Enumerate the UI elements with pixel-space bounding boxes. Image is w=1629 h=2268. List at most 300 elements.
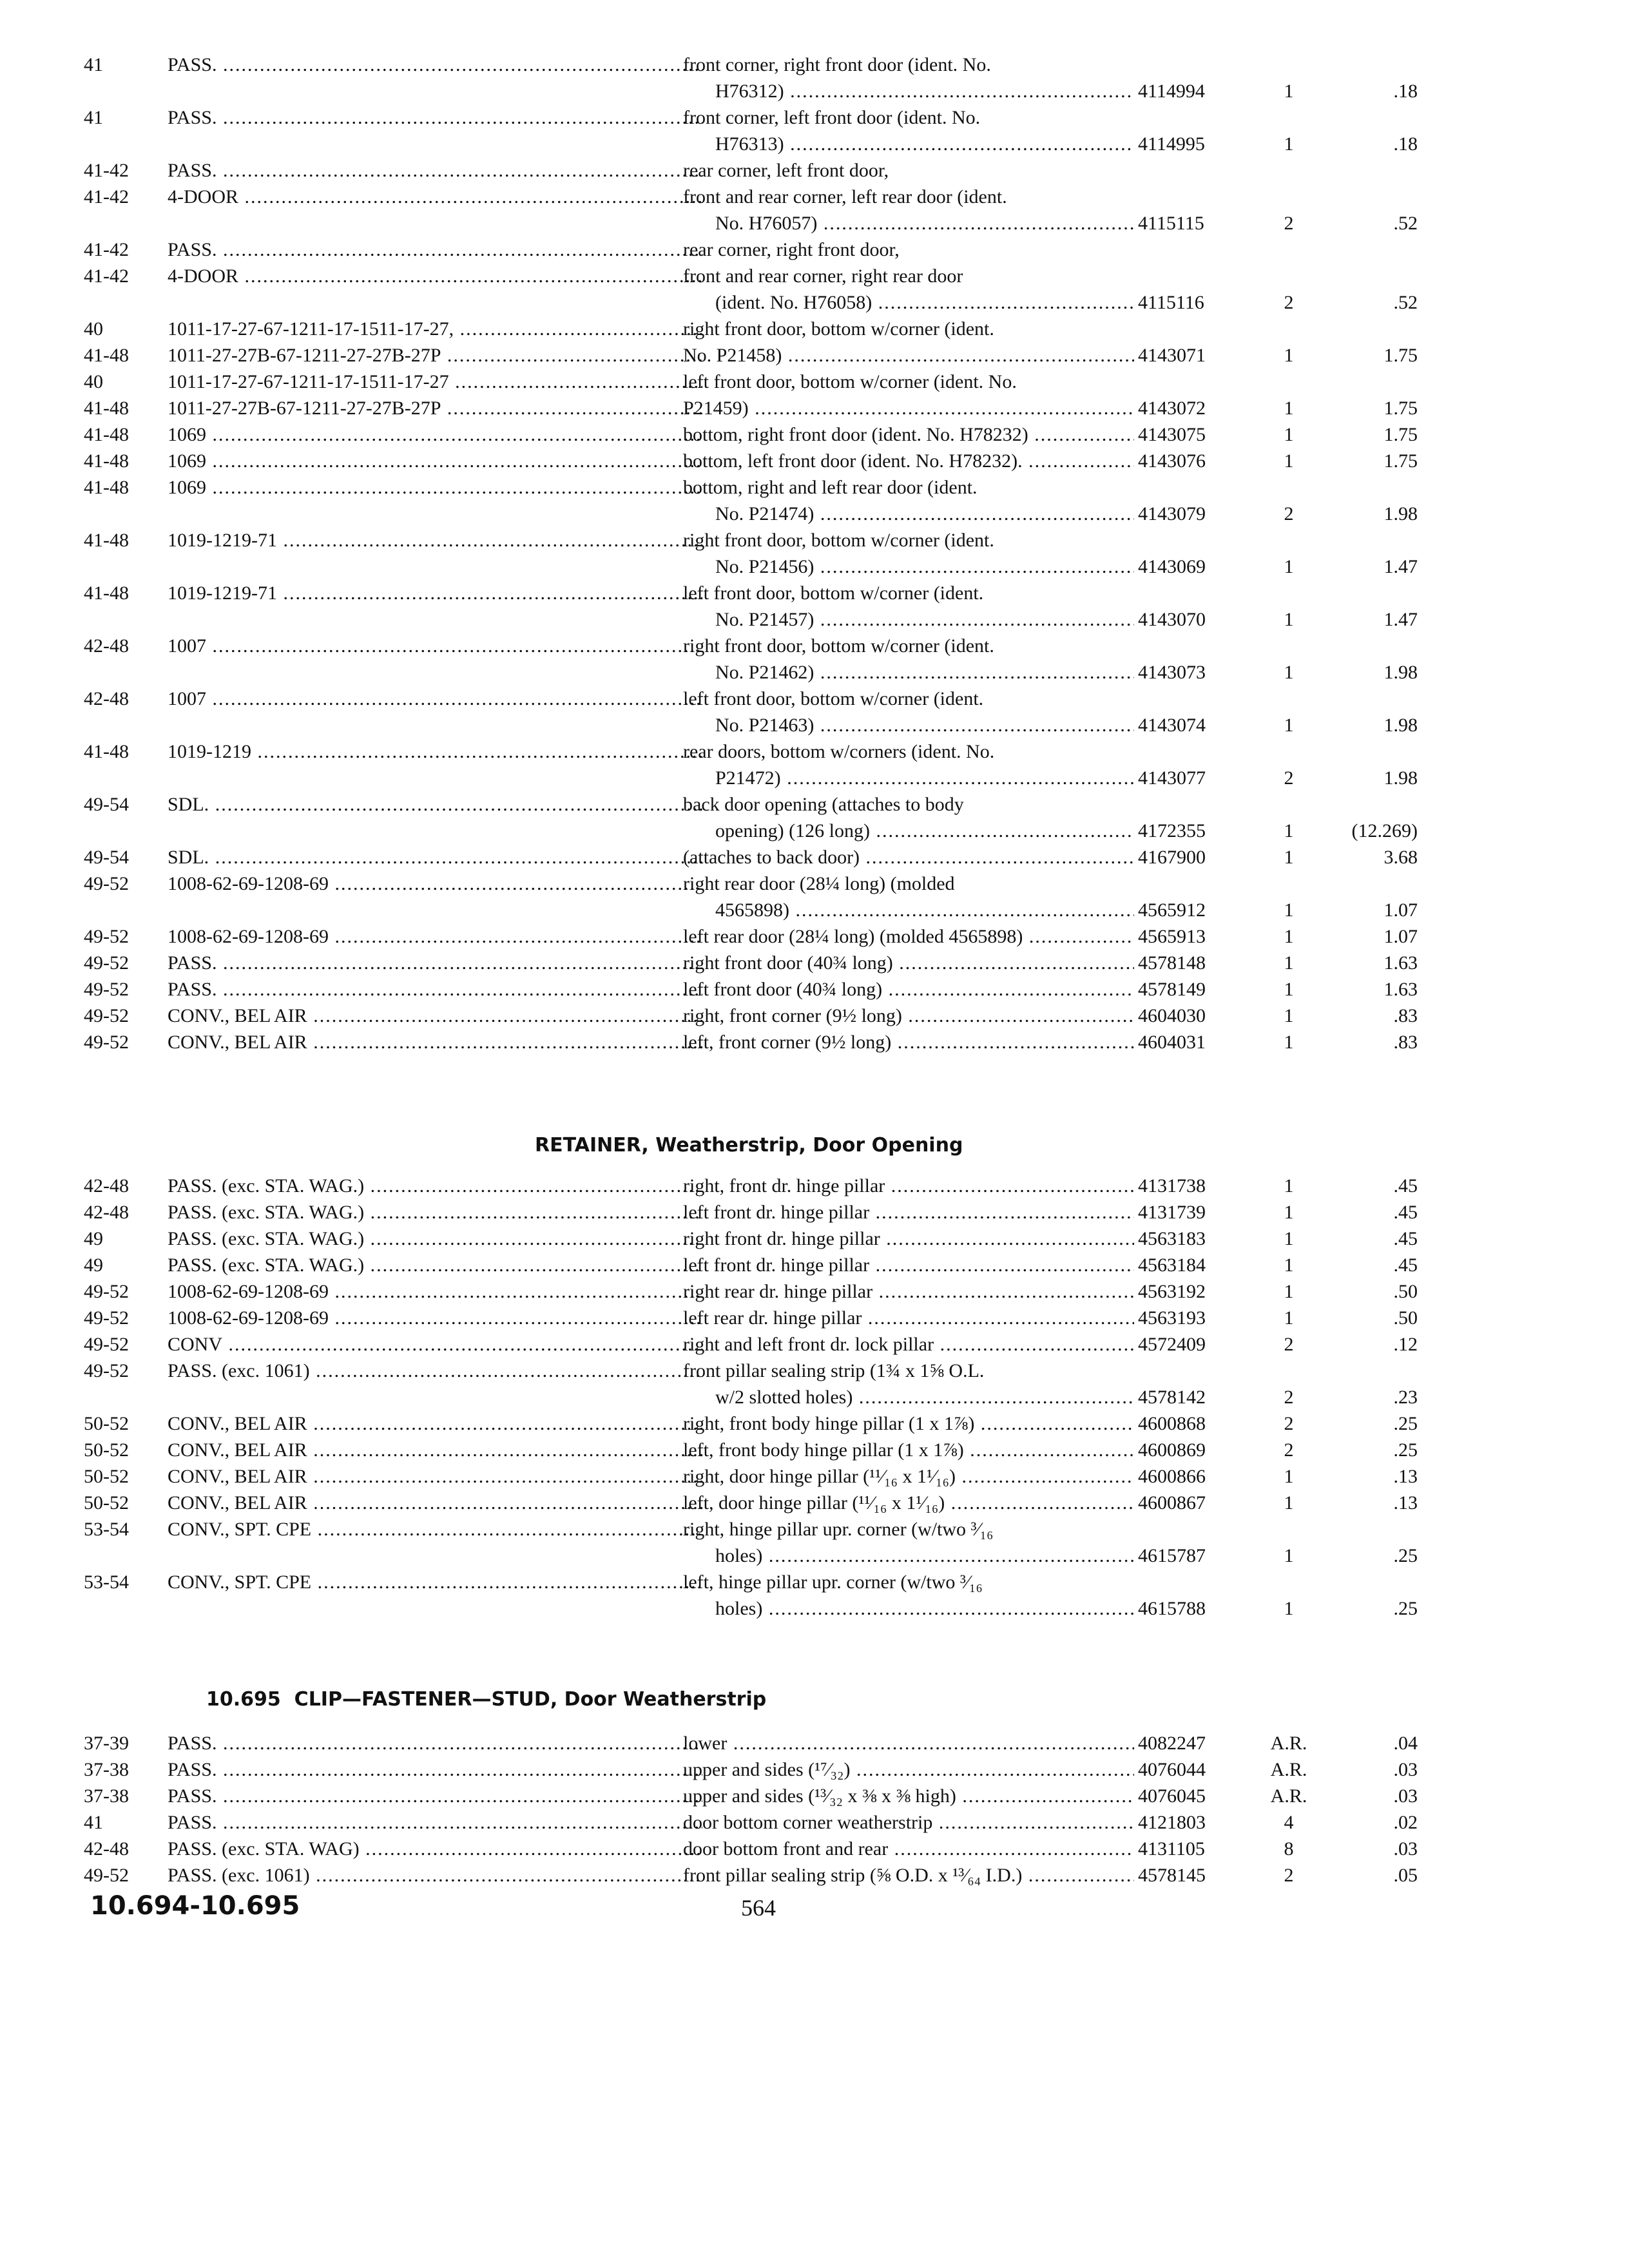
quantity: 1	[1284, 450, 1294, 472]
price: .45	[1393, 1175, 1418, 1196]
description-line: right, front body hinge pillar (1 x 1⅞) .....	[683, 1410, 1218, 1437]
model-name: 1011-27-27B-67-1211-27-27B-27P .....	[168, 342, 702, 369]
description-line: right, front corner (9½ long) .....	[683, 1003, 1218, 1029]
quantity: 1	[1284, 847, 1294, 868]
model-year: 50-52	[84, 1439, 129, 1461]
section-heading-retainer	[535, 1134, 963, 1157]
model-name: PASS. (exc. STA. WAG) .....	[168, 1836, 702, 1862]
model-name: CONV .....	[168, 1331, 702, 1358]
description-line: holes) .....	[683, 1595, 1218, 1622]
model-year: 50-52	[84, 1413, 129, 1434]
model-name: 1008-62-69-1208-69 .....	[168, 870, 702, 897]
table-row	[84, 923, 1418, 950]
price: .52	[1393, 213, 1418, 234]
part-number: 4600869	[1134, 1437, 1260, 1463]
description-line: front corner, left front door (ident. No.	[683, 107, 981, 128]
part-number: 4114995	[1134, 131, 1260, 157]
quantity: 1	[1284, 1598, 1294, 1619]
model-year: 42-48	[84, 1838, 129, 1860]
table-row	[84, 686, 1418, 738]
table-row	[84, 1331, 1418, 1358]
model-year: 42-48	[84, 1202, 129, 1223]
description-line: upper and sides (¹³⁄₃₂ x ⅜ x ⅜ high) .....	[683, 1783, 1218, 1809]
part-description	[683, 157, 1218, 184]
description-line: bottom, right front door (ident. No. H78232) .....	[683, 421, 1218, 448]
price: .03	[1393, 1759, 1418, 1780]
model-name: 1019-1219-71 .....	[168, 580, 702, 606]
part-number: 4615787	[1134, 1542, 1260, 1569]
table-row	[84, 395, 1418, 421]
model-name: PASS. .....	[168, 1730, 702, 1756]
table-row	[84, 448, 1418, 474]
quantity: 1	[1284, 1254, 1294, 1276]
description-line: left front door (40¾ long) .....	[683, 976, 1218, 1003]
price: 1.63	[1383, 979, 1418, 1000]
quantity: 1	[1284, 979, 1294, 1000]
model-year: 41-48	[84, 530, 129, 551]
quantity: 1	[1284, 424, 1294, 445]
description-line: H76312) .....	[683, 78, 1218, 104]
table-row	[84, 1862, 1418, 1888]
model-name: 1011-27-27B-67-1211-27-27B-27P .....	[168, 395, 702, 421]
table-row	[84, 1730, 1418, 1756]
quantity: 2	[1284, 292, 1294, 313]
price: .18	[1393, 133, 1418, 155]
table-row	[84, 421, 1418, 448]
quantity: 1	[1284, 1228, 1294, 1249]
table-row	[84, 1199, 1418, 1225]
model-year: 53-54	[84, 1571, 129, 1593]
model-name: 1008-62-69-1208-69 .....	[168, 1305, 702, 1331]
quantity: 1	[1284, 899, 1294, 921]
description-line: lower .....	[683, 1730, 1218, 1756]
quantity: 1	[1284, 952, 1294, 974]
part-number: 4143071	[1134, 342, 1260, 369]
price: .45	[1393, 1254, 1418, 1276]
table-row	[84, 844, 1418, 870]
model-year: 49-52	[84, 873, 129, 894]
model-name: CONV., BEL AIR .....	[168, 1003, 702, 1029]
price: .23	[1393, 1387, 1418, 1408]
model-name: PASS. .....	[168, 1783, 702, 1809]
model-year: 40	[84, 371, 103, 392]
model-year: 41-42	[84, 186, 129, 207]
model-year: 53-54	[84, 1519, 129, 1540]
part-number: 4565913	[1134, 923, 1260, 950]
quantity: 2	[1284, 1413, 1294, 1434]
part-number: 4143070	[1134, 606, 1260, 633]
quantity: 1	[1284, 345, 1294, 366]
table-row	[84, 1225, 1418, 1252]
heading-rest: Door Weatherstrip	[557, 1688, 767, 1711]
model-name: PASS. .....	[168, 976, 702, 1003]
model-name: PASS. .....	[168, 1809, 702, 1836]
model-year: 41-48	[84, 398, 129, 419]
quantity: 1	[1284, 1005, 1294, 1026]
description-line: (attaches to back door) .....	[683, 844, 1218, 870]
description-line: No. H76057) .....	[683, 210, 1218, 236]
table-row	[84, 580, 1418, 633]
model-name: CONV., BEL AIR .....	[168, 1410, 702, 1437]
model-name: PASS. (exc. 1061) .....	[168, 1862, 702, 1888]
parts-list-weatherstrip	[84, 52, 1418, 1055]
quantity: A.R.	[1270, 1759, 1307, 1780]
model-name: PASS. (exc. STA. WAG.) .....	[168, 1252, 702, 1278]
table-row	[84, 157, 1411, 184]
model-name: 1011-17-27-67-1211-17-1511-17-27 .....	[168, 369, 702, 395]
part-number: 4115116	[1134, 289, 1260, 316]
table-row	[84, 1756, 1418, 1783]
quantity: A.R.	[1270, 1785, 1307, 1807]
price: 1.47	[1383, 556, 1418, 577]
price: .25	[1393, 1545, 1418, 1566]
table-row	[84, 1516, 1418, 1569]
part-number: 4615788	[1134, 1595, 1260, 1622]
part-number: 4172355	[1134, 818, 1260, 844]
quantity: 1	[1284, 556, 1294, 577]
price: .83	[1393, 1032, 1418, 1053]
table-row	[84, 1278, 1418, 1305]
model-name: 1008-62-69-1208-69 .....	[168, 1278, 702, 1305]
price: .18	[1393, 81, 1418, 102]
quantity: 1	[1284, 1202, 1294, 1223]
table-row	[84, 633, 1418, 686]
table-row	[84, 1809, 1418, 1836]
model-year: 37-38	[84, 1759, 129, 1780]
part-number: 4604031	[1134, 1029, 1260, 1055]
description-line: door bottom front and rear .....	[683, 1836, 1218, 1862]
model-year: 49-52	[84, 926, 129, 947]
part-number: 4578148	[1134, 950, 1260, 976]
model-year: 49-52	[84, 979, 129, 1000]
model-name: PASS. .....	[168, 104, 702, 131]
part-number: 4143075	[1134, 421, 1260, 448]
table-row	[84, 1490, 1418, 1516]
description-line: No. P21463) .....	[683, 712, 1218, 738]
quantity: 2	[1284, 1334, 1294, 1355]
model-year: 49-54	[84, 794, 129, 815]
description-line: rear corner, right front door,	[683, 239, 900, 260]
description-line: right front door (40¾ long) .....	[683, 950, 1218, 976]
description-line: right, hinge pillar upr. corner (w/two ³⁄₁₆	[683, 1519, 994, 1540]
model-year: 41-48	[84, 741, 129, 762]
part-number: 4604030	[1134, 1003, 1260, 1029]
quantity: 1	[1284, 133, 1294, 155]
description-line: left front door, bottom w/corner (ident. No.	[683, 371, 1017, 392]
price: .04	[1393, 1733, 1418, 1754]
description-line: right front door, bottom w/corner (ident.	[683, 635, 994, 657]
model-name: 1007 .....	[168, 686, 702, 712]
section-heading-clip	[206, 1688, 766, 1711]
table-row	[84, 791, 1418, 844]
description-line: front and rear corner, left rear door (ident.	[683, 186, 1007, 207]
quantity: 1	[1284, 662, 1294, 683]
description-line: front pillar sealing strip (⅝ O.D. x ¹³⁄₆₄ I.D.) .....	[683, 1862, 1218, 1888]
page-number: 564	[741, 1895, 776, 1921]
model-name: PASS. .....	[168, 52, 702, 78]
description-line: No. P21456) .....	[683, 553, 1218, 580]
model-year: 50-52	[84, 1466, 129, 1487]
model-name: 1008-62-69-1208-69 .....	[168, 923, 702, 950]
part-number: 4131738	[1134, 1173, 1260, 1199]
table-row	[84, 1003, 1418, 1029]
model-name: CONV., SPT. CPE .....	[168, 1569, 702, 1595]
quantity: 2	[1284, 213, 1294, 234]
part-number: 4578149	[1134, 976, 1260, 1003]
part-number: 4143073	[1134, 659, 1260, 686]
model-year: 41-48	[84, 424, 129, 445]
table-row	[84, 316, 1411, 342]
price: 1.75	[1383, 450, 1418, 472]
model-name: SDL. .....	[168, 791, 702, 818]
quantity: 4	[1284, 1812, 1294, 1833]
description-line: (ident. No. H76058) .....	[683, 289, 1218, 316]
price: .50	[1393, 1281, 1418, 1302]
description-line: right front door, bottom w/corner (ident.	[683, 318, 994, 340]
quantity: 1	[1284, 1307, 1294, 1329]
part-number: 4600868	[1134, 1410, 1260, 1437]
part-number: 4578142	[1134, 1384, 1260, 1410]
description-line: H76313) .....	[683, 131, 1218, 157]
table-row	[84, 104, 1418, 157]
price: (12.269)	[1351, 820, 1418, 841]
table-row	[84, 1305, 1418, 1331]
model-year: 37-39	[84, 1733, 129, 1754]
model-year: 37-38	[84, 1785, 129, 1807]
model-name: PASS. (exc. STA. WAG.) .....	[168, 1173, 702, 1199]
part-number: 4565912	[1134, 897, 1260, 923]
part-number: 4143076	[1134, 448, 1260, 474]
model-name: PASS. .....	[168, 236, 702, 263]
price: 1.98	[1383, 715, 1418, 736]
heading-bold: CLIP—FASTENER—STUD,	[294, 1688, 558, 1711]
table-row	[84, 870, 1418, 923]
part-number: 4143069	[1134, 553, 1260, 580]
part-number: 4082247	[1134, 1730, 1260, 1756]
model-year: 49-52	[84, 1334, 129, 1355]
model-year: 49-52	[84, 1865, 129, 1886]
table-row	[84, 738, 1418, 791]
description-line: 4565898) .....	[683, 897, 1218, 923]
model-year: 41-48	[84, 582, 129, 604]
model-name: 1069 .....	[168, 421, 702, 448]
price: 1.75	[1383, 398, 1418, 419]
model-year: 49-52	[84, 1032, 129, 1053]
model-year: 49	[84, 1228, 103, 1249]
quantity: 2	[1284, 503, 1294, 524]
part-number: 4076045	[1134, 1783, 1260, 1809]
model-year: 41-42	[84, 265, 129, 287]
description-line: right, front dr. hinge pillar .....	[683, 1173, 1218, 1199]
parts-list-retainer	[84, 1173, 1418, 1622]
description-line: No. P21457) .....	[683, 606, 1218, 633]
price: .45	[1393, 1202, 1418, 1223]
quantity: 1	[1284, 926, 1294, 947]
part-number: 4143074	[1134, 712, 1260, 738]
description-line: front pillar sealing strip (1¾ x 1⅝ O.L.	[683, 1360, 985, 1381]
description-line: left, hinge pillar upr. corner (w/two ³⁄₁₆	[683, 1571, 983, 1593]
description-line: left rear dr. hinge pillar .....	[683, 1305, 1218, 1331]
part-description	[683, 236, 1218, 263]
model-name: CONV., BEL AIR .....	[168, 1490, 702, 1516]
model-name: PASS. .....	[168, 1756, 702, 1783]
table-row	[84, 1029, 1418, 1055]
price: .25	[1393, 1598, 1418, 1619]
quantity: A.R.	[1270, 1733, 1307, 1754]
part-number: 4115115	[1134, 210, 1260, 236]
model-name: PASS. (exc. STA. WAG.) .....	[168, 1225, 702, 1252]
part-number: 4572409	[1134, 1331, 1260, 1358]
model-year: 50-52	[84, 1492, 129, 1514]
price: .13	[1393, 1492, 1418, 1514]
model-name: 1019-1219 .....	[168, 738, 702, 765]
model-name: 1007 .....	[168, 633, 702, 659]
quantity: 8	[1284, 1838, 1294, 1860]
quantity: 1	[1284, 1175, 1294, 1196]
heading-rest: Weatherstrip, Door Opening	[648, 1134, 963, 1157]
description-line: upper and sides (¹⁷⁄₃₂) .....	[683, 1756, 1218, 1783]
model-year: 41-42	[84, 239, 129, 260]
quantity: 1	[1284, 1032, 1294, 1053]
price: .02	[1393, 1812, 1418, 1833]
description-line: back door opening (attaches to body	[683, 794, 964, 815]
description-line: left front dr. hinge pillar .....	[683, 1252, 1218, 1278]
model-name: 4-DOOR .....	[168, 184, 702, 210]
price: 1.75	[1383, 345, 1418, 366]
quantity: 2	[1284, 767, 1294, 789]
part-number: 4600867	[1134, 1490, 1260, 1516]
price: 1.07	[1383, 899, 1418, 921]
description-line: left front dr. hinge pillar .....	[683, 1199, 1218, 1225]
description-line: right front door, bottom w/corner (ident.	[683, 530, 994, 551]
part-number: 4131739	[1134, 1199, 1260, 1225]
description-line: front and rear corner, right rear door	[683, 265, 963, 287]
price: .03	[1393, 1838, 1418, 1860]
description-line: left, door hinge pillar (¹¹⁄₁₆ x 1¹⁄₁₆) .....	[683, 1490, 1218, 1516]
quantity: 1	[1284, 715, 1294, 736]
heading-code: 10.695	[206, 1688, 281, 1711]
model-year: 42-48	[84, 1175, 129, 1196]
quantity: 1	[1284, 1492, 1294, 1514]
part-description	[683, 316, 1218, 342]
table-row	[84, 1783, 1418, 1809]
description-line: opening) (126 long) .....	[683, 818, 1218, 844]
description-line: left front door, bottom w/corner (ident.	[683, 582, 984, 604]
model-name: CONV., BEL AIR .....	[168, 1029, 702, 1055]
model-name: 1011-17-27-67-1211-17-1511-17-27, .....	[168, 316, 702, 342]
price: .25	[1393, 1413, 1418, 1434]
part-number: 4600866	[1134, 1463, 1260, 1490]
model-year: 49-52	[84, 1307, 129, 1329]
part-number: 4131105	[1134, 1836, 1260, 1862]
quantity: 1	[1284, 820, 1294, 841]
price: 1.98	[1383, 503, 1418, 524]
part-number: 4121803	[1134, 1809, 1260, 1836]
part-number: 4114994	[1134, 78, 1260, 104]
model-year: 42-48	[84, 635, 129, 657]
table-row	[84, 369, 1411, 395]
model-name: PASS. (exc. 1061) .....	[168, 1358, 702, 1384]
description-line: No. P21458) .....	[683, 342, 1218, 369]
price: .52	[1393, 292, 1418, 313]
model-year: 41	[84, 107, 103, 128]
table-row	[84, 1836, 1418, 1862]
model-year: 49	[84, 1254, 103, 1276]
quantity: 1	[1284, 1281, 1294, 1302]
section-code-footer: 10.694-10.695	[90, 1891, 300, 1921]
model-name: PASS. .....	[168, 950, 702, 976]
part-number: 4076044	[1134, 1756, 1260, 1783]
price: 1.47	[1383, 609, 1418, 630]
price: 3.68	[1383, 847, 1418, 868]
model-year: 49-52	[84, 1281, 129, 1302]
table-row	[84, 1569, 1418, 1622]
model-name: 1069 .....	[168, 448, 702, 474]
model-year: 49-52	[84, 952, 129, 974]
part-number: 4167900	[1134, 844, 1260, 870]
quantity: 1	[1284, 1466, 1294, 1487]
description-line: bottom, left front door (ident. No. H78232). .....	[683, 448, 1218, 474]
table-row	[84, 1173, 1418, 1199]
part-number: 4563184	[1134, 1252, 1260, 1278]
price: .13	[1393, 1466, 1418, 1487]
part-number: 4143079	[1134, 501, 1260, 527]
model-year: 41-48	[84, 477, 129, 498]
model-year: 40	[84, 318, 103, 340]
part-number: 4143077	[1134, 765, 1260, 791]
model-name: PASS. .....	[168, 157, 702, 184]
description-line: left, front body hinge pillar (1 x 1⅞) .....	[683, 1437, 1218, 1463]
description-line: left rear door (28¼ long) (molded 4565898) .....	[683, 923, 1218, 950]
price: 1.98	[1383, 662, 1418, 683]
part-number: 4563193	[1134, 1305, 1260, 1331]
price: .05	[1393, 1865, 1418, 1886]
price: .83	[1393, 1005, 1418, 1026]
table-row	[84, 263, 1418, 316]
model-name: CONV., BEL AIR .....	[168, 1463, 702, 1490]
table-row	[84, 1437, 1418, 1463]
quantity: 1	[1284, 81, 1294, 102]
price: 1.75	[1383, 424, 1418, 445]
description-line: P21472) .....	[683, 765, 1218, 791]
part-number: 4578145	[1134, 1862, 1260, 1888]
model-year: 41-48	[84, 450, 129, 472]
price: .25	[1393, 1439, 1418, 1461]
table-row	[84, 527, 1418, 580]
model-year: 41-42	[84, 160, 129, 181]
heading-bold: RETAINER,	[535, 1134, 649, 1157]
description-line: right and left front dr. lock pillar .....	[683, 1331, 1218, 1358]
quantity: 1	[1284, 398, 1294, 419]
model-name: 4-DOOR .....	[168, 263, 702, 289]
description-line: right front dr. hinge pillar .....	[683, 1225, 1218, 1252]
description-line: bottom, right and left rear door (ident.	[683, 477, 978, 498]
quantity: 2	[1284, 1387, 1294, 1408]
model-name: CONV., BEL AIR .....	[168, 1437, 702, 1463]
price: 1.07	[1383, 926, 1418, 947]
part-description	[683, 369, 1218, 395]
model-name: SDL. .....	[168, 844, 702, 870]
model-name: 1019-1219-71 .....	[168, 527, 702, 553]
table-row	[84, 1252, 1418, 1278]
description-line: No. P21474) .....	[683, 501, 1218, 527]
description-line: front corner, right front door (ident. No.	[683, 54, 991, 75]
table-row	[84, 1358, 1418, 1410]
description-line: door bottom corner weatherstrip .....	[683, 1809, 1218, 1836]
description-line: holes) .....	[683, 1542, 1218, 1569]
description-line: rear doors, bottom w/corners (ident. No.	[683, 741, 995, 762]
model-year: 49-52	[84, 1360, 129, 1381]
